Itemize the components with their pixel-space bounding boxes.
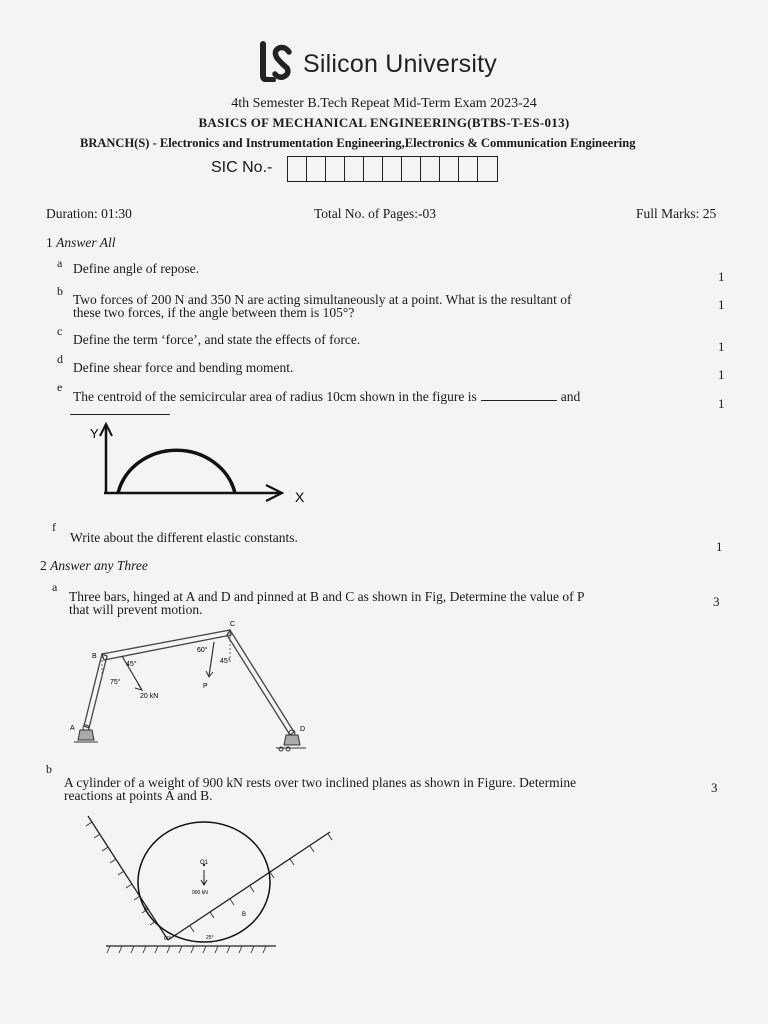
q1-heading — [46, 235, 116, 251]
q1e-letter: e — [57, 380, 63, 394]
sic-digit-box[interactable] — [478, 157, 497, 181]
answer-blank — [481, 400, 557, 401]
university-logo — [255, 40, 295, 82]
load-20kn: 20 kN — [140, 693, 159, 700]
sic-digit-box[interactable] — [326, 157, 345, 181]
total-pages: Total No. of Pages:-03 — [314, 206, 437, 221]
sic-digit-box[interactable] — [345, 157, 364, 181]
q2-number: 2 — [40, 558, 47, 573]
x-axis-label: X — [295, 489, 305, 505]
q2a-text-line2: that will prevent motion. — [69, 602, 203, 617]
sic-label: SIC No.- — [211, 159, 273, 176]
q1f-letter: f — [52, 520, 56, 534]
q1b-text-line1: Two forces of 200 N and 350 N are acting simultaneously at a point. What is the resultant of — [73, 292, 572, 307]
q1d-letter: d — [57, 352, 63, 366]
q1e-text-before: The centroid of the semicircular area of radius 10cm shown in the figure is — [73, 389, 477, 404]
label-p: P — [203, 683, 208, 690]
label-c: C — [230, 621, 236, 628]
sic-digit-box[interactable] — [421, 157, 440, 181]
sic-digit-box[interactable] — [402, 157, 421, 181]
q1-number: 1 — [46, 235, 53, 250]
answer-blank-2 — [70, 414, 170, 415]
point-a-label: A — [144, 906, 149, 912]
q1e-text — [73, 390, 580, 403]
q1b-marks: 1 — [718, 297, 725, 312]
sic-digit-box[interactable] — [440, 157, 459, 181]
q2b-letter: b — [46, 762, 52, 776]
duration: Duration: 01:30 — [46, 206, 132, 221]
q1b-letter: b — [57, 284, 63, 298]
sic-digit-box[interactable] — [288, 157, 307, 181]
university-name: Silicon University — [303, 50, 497, 78]
q1f-marks: 1 — [716, 539, 723, 554]
q2b-marks: 3 — [711, 780, 718, 795]
point-b-label: B — [242, 912, 247, 918]
angle-60: 60° — [164, 936, 172, 942]
q1d-text: Define shear force and bending moment. — [73, 360, 294, 375]
sic-digit-box[interactable] — [383, 157, 402, 181]
label-a: A — [70, 725, 75, 732]
exam-title: 4th Semester B.Tech Repeat Mid-Term Exam 2023-24 — [231, 96, 537, 111]
q1-instruction: Answer All — [56, 235, 116, 250]
subject-title: BASICS OF MECHANICAL ENGINEERING(BTBS-T-ES-013) — [198, 115, 570, 130]
angle-60: 60° — [197, 647, 208, 654]
sic-digit-box[interactable] — [459, 157, 478, 181]
frame-figure — [62, 618, 312, 758]
q2b-text-line2: reactions at points A and B. — [64, 788, 213, 803]
q2-instruction: Answer any Three — [50, 558, 148, 573]
q1e-text-after: and — [560, 389, 581, 404]
sic-digit-box[interactable] — [307, 157, 326, 181]
full-marks: Full Marks: 25 — [636, 206, 717, 221]
y-axis-label: Y — [90, 426, 99, 441]
q1e-marks: 1 — [718, 396, 725, 411]
q1c-marks: 1 — [718, 339, 725, 354]
q2a-text-line1: Three bars, hinged at A and D and pinned at B and C as shown in Fig, Determine the value of P — [69, 589, 585, 604]
q1a-marks: 1 — [718, 269, 725, 284]
q2b-text-line1: A cylinder of a weight of 900 kN rests over two inclined planes as shown in Figure. Determine — [64, 775, 577, 790]
angle-45-c: 45° — [220, 658, 231, 665]
center-label: O1 — [200, 860, 209, 866]
q1b-text-line2: these two forces, if the angle between them is 105°? — [73, 305, 355, 320]
sic-digit-box[interactable] — [364, 157, 383, 181]
branch-line: BRANCH(S) - Electronics and Instrumentation Engineering,Electronics & Communication Engineering — [80, 136, 636, 150]
angle-45-b: 45° — [126, 661, 137, 668]
label-b: B — [92, 653, 97, 660]
angle-75: 75° — [110, 679, 121, 686]
q1d-marks: 1 — [718, 367, 725, 382]
sic-number-boxes[interactable] — [287, 156, 498, 182]
q2-heading — [40, 558, 148, 574]
q1a-text: Define angle of repose. — [73, 261, 199, 276]
cylinder-figure — [80, 812, 340, 962]
q2a-letter: a — [52, 580, 58, 594]
label-d: D — [300, 726, 306, 733]
q1c-letter: c — [57, 324, 63, 338]
angle-25: 25° — [206, 935, 214, 941]
q2a-marks: 3 — [713, 594, 720, 609]
load-900kn: 900 kN — [192, 890, 208, 896]
q1a-letter: a — [57, 256, 63, 270]
semicircle-figure — [80, 418, 320, 508]
q1f-text: Write about the different elastic constants. — [70, 530, 298, 545]
q1c-text: Define the term ‘force’, and state the effects of force. — [73, 332, 361, 347]
